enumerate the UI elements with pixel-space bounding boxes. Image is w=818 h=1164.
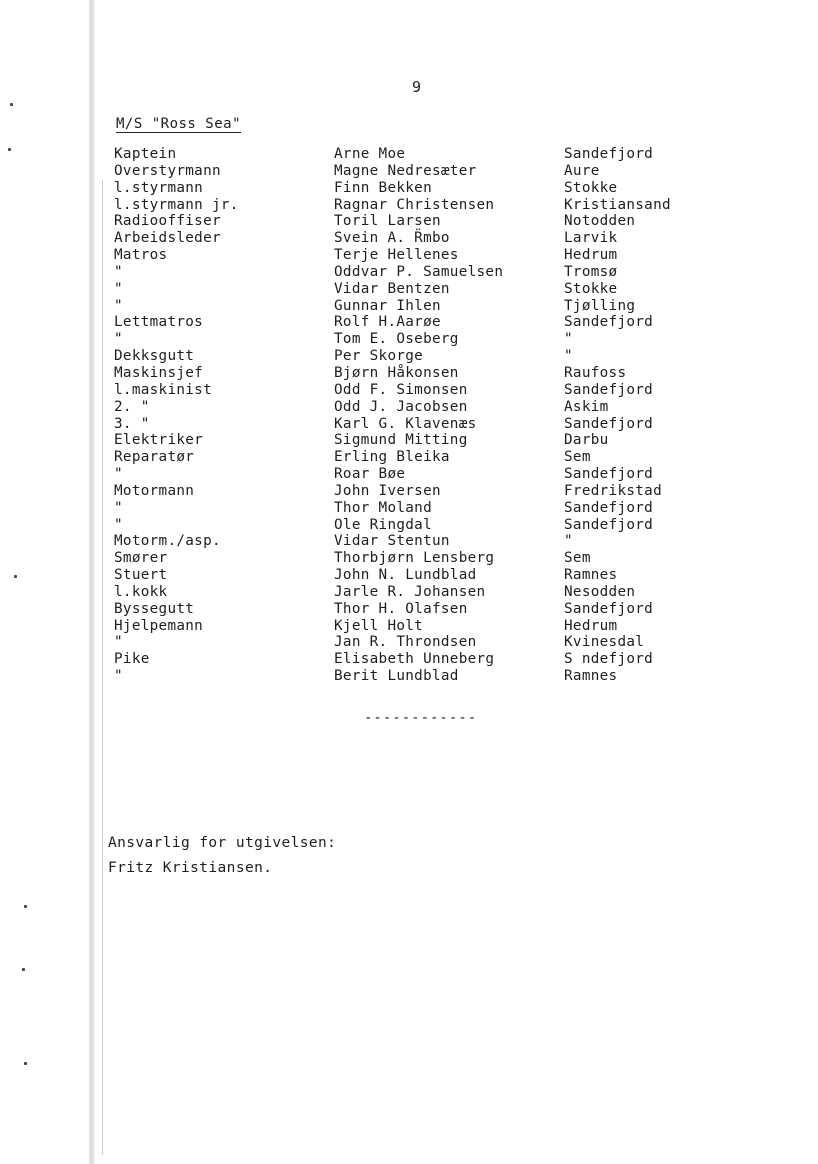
- crew-name: Bjørn Håkonsen: [334, 364, 459, 381]
- crew-name: John N. Lundblad: [334, 567, 477, 584]
- crew-place: Sandefjord: [564, 415, 654, 432]
- crew-row: [114, 197, 734, 214]
- crew-row: [114, 382, 734, 399]
- crew-row: [114, 567, 734, 584]
- crew-row: [114, 399, 734, 416]
- crew-name: Thorbjørn Lensberg: [334, 550, 495, 567]
- crew-row: [114, 348, 734, 365]
- crew-role: 3. ": [114, 415, 150, 432]
- crew-name: Erling Bleika: [334, 449, 450, 466]
- margin-line: [102, 180, 103, 1155]
- crew-row: [114, 146, 734, 163]
- crew-name: Gunnar Ihlen: [334, 297, 441, 314]
- crew-name: Odd J. Jacobsen: [334, 398, 468, 415]
- crew-place: Notodden: [564, 213, 636, 230]
- crew-role: l.maskinist: [114, 381, 212, 398]
- scan-speck: [22, 968, 25, 971]
- crew-row: [114, 634, 734, 651]
- crew-row: [114, 483, 734, 500]
- separator-line: ------------: [364, 710, 478, 726]
- crew-name: Finn Bekken: [334, 179, 432, 196]
- crew-place: Stokke: [564, 179, 618, 196]
- crew-role: Hjelpemann: [114, 617, 204, 634]
- crew-role: Motormann: [114, 482, 195, 499]
- crew-name: Roar Bøe: [334, 466, 406, 483]
- crew-place: Sandefjord: [564, 499, 654, 516]
- crew-row: [114, 618, 734, 635]
- crew-name: Svein A. R̈mbo: [334, 230, 450, 247]
- binding-edge: [88, 0, 95, 1164]
- crew-row: [114, 180, 734, 197]
- crew-row: [114, 432, 734, 449]
- crew-role: ": [114, 331, 123, 348]
- crew-row: [114, 500, 734, 517]
- crew-list: [114, 146, 734, 685]
- scan-speck: [24, 1062, 27, 1065]
- page-number: 9: [412, 78, 422, 96]
- crew-role: ": [114, 297, 123, 314]
- crew-name: Oddvar P. Samuelsen: [334, 263, 504, 280]
- crew-place: Sandefjord: [564, 600, 654, 617]
- crew-role: Lettmatros: [114, 314, 204, 331]
- crew-place: Darbu: [564, 432, 609, 449]
- crew-place: Kristiansand: [564, 196, 671, 213]
- crew-name: Per Skorge: [334, 348, 424, 365]
- crew-name: Ragnar Christensen: [334, 196, 495, 213]
- crew-name: Odd F. Simonsen: [334, 381, 468, 398]
- crew-place: Sem: [564, 449, 591, 466]
- crew-name: Rolf H.Aarøe: [334, 314, 441, 331]
- crew-place: Sandefjord: [564, 466, 654, 483]
- crew-row: [114, 230, 734, 247]
- crew-role: Stuert: [114, 567, 168, 584]
- crew-role: Elektriker: [114, 432, 204, 449]
- crew-row: [114, 365, 734, 382]
- crew-row: [114, 331, 734, 348]
- crew-place: Sandefjord: [564, 314, 654, 331]
- crew-place: Fredrikstad: [564, 482, 662, 499]
- crew-role: Reparatør: [114, 449, 195, 466]
- crew-place: Sandefjord: [564, 146, 654, 162]
- crew-place: ": [564, 331, 573, 348]
- crew-place: ": [564, 533, 573, 550]
- crew-role: Motorm./asp.: [114, 533, 221, 550]
- crew-name: Tom E. Oseberg: [334, 331, 459, 348]
- crew-row: [114, 264, 734, 281]
- crew-role: Overstyrmann: [114, 162, 221, 179]
- crew-role: Byssegutt: [114, 600, 195, 617]
- crew-name: Arne Moe: [334, 146, 406, 162]
- crew-role: l.styrmann jr.: [114, 196, 239, 213]
- crew-role: Arbeidsleder: [114, 230, 221, 247]
- crew-row: [114, 298, 734, 315]
- crew-row: [114, 601, 734, 618]
- crew-role: l.kokk: [114, 583, 168, 600]
- crew-place: Sem: [564, 550, 591, 567]
- crew-name: Berit Lundblad: [334, 668, 459, 685]
- crew-role: Pike: [114, 651, 150, 668]
- crew-place: Larvik: [564, 230, 618, 247]
- crew-name: Sigmund Mitting: [334, 432, 468, 449]
- crew-place: Ramnes: [564, 668, 618, 685]
- crew-name: Karl G. Klavenæs: [334, 415, 477, 432]
- crew-row: [114, 584, 734, 601]
- crew-name: Vidar Bentzen: [334, 280, 450, 297]
- crew-row: [114, 163, 734, 180]
- crew-place: Raufoss: [564, 364, 627, 381]
- crew-name: Kjell Holt: [334, 617, 424, 634]
- crew-row: [114, 533, 734, 550]
- crew-row: [114, 517, 734, 534]
- footer-label: Ansvarlig for utgivelsen:: [108, 835, 337, 851]
- crew-role: ": [114, 634, 123, 651]
- crew-role: l.styrmann: [114, 179, 204, 196]
- crew-name: Thor H. Olafsen: [334, 600, 468, 617]
- crew-name: Magne Nedresæter: [334, 162, 477, 179]
- crew-name: Vidar Stentun: [334, 533, 450, 550]
- crew-place: Aure: [564, 162, 600, 179]
- scan-speck: [14, 575, 17, 578]
- crew-role: Dekksgutt: [114, 348, 195, 365]
- crew-row: [114, 213, 734, 230]
- crew-place: Tjølling: [564, 297, 636, 314]
- crew-role: ": [114, 466, 123, 483]
- crew-role: ": [114, 280, 123, 297]
- crew-row: [114, 651, 734, 668]
- crew-place: Ramnes: [564, 567, 618, 584]
- crew-place: S ndefjord: [564, 651, 654, 668]
- crew-place: Tromsø: [564, 263, 618, 280]
- crew-place: Askim: [564, 398, 609, 415]
- crew-name: Jarle R. Johansen: [334, 583, 486, 600]
- crew-place: Stokke: [564, 280, 618, 297]
- crew-place: Kvinesdal: [564, 634, 645, 651]
- crew-place: Nesodden: [564, 583, 636, 600]
- crew-role: Smører: [114, 550, 168, 567]
- crew-name: Toril Larsen: [334, 213, 441, 230]
- crew-place: Hedrum: [564, 617, 618, 634]
- scan-speck: [8, 148, 11, 151]
- crew-row: [114, 416, 734, 433]
- crew-row: [114, 550, 734, 567]
- crew-name: John Iversen: [334, 482, 441, 499]
- scan-speck: [24, 905, 27, 908]
- crew-row: [114, 247, 734, 264]
- crew-name: Terje Hellenes: [334, 247, 459, 264]
- crew-row: [114, 314, 734, 331]
- crew-name: Elisabeth Unneberg: [334, 651, 495, 668]
- crew-role: Radiooffiser: [114, 213, 221, 230]
- crew-role: 2. ": [114, 398, 150, 415]
- crew-place: Sandefjord: [564, 516, 654, 533]
- scan-speck: [10, 103, 13, 106]
- crew-row: [114, 668, 734, 685]
- footer-name: Fritz Kristiansen.: [108, 860, 273, 876]
- crew-row: [114, 281, 734, 298]
- crew-role: ": [114, 263, 123, 280]
- crew-role: ": [114, 668, 123, 685]
- crew-name: Thor Moland: [334, 499, 432, 516]
- crew-place: Sandefjord: [564, 381, 654, 398]
- crew-role: Kaptein: [114, 146, 177, 162]
- crew-place: Hedrum: [564, 247, 618, 264]
- crew-row: [114, 466, 734, 483]
- crew-role: ": [114, 516, 123, 533]
- crew-role: ": [114, 499, 123, 516]
- ship-title: M/S "Ross Sea": [116, 116, 242, 132]
- crew-role: Matros: [114, 247, 168, 264]
- crew-name: Ole Ringdal: [334, 516, 432, 533]
- crew-name: Jan R. Throndsen: [334, 634, 477, 651]
- crew-place: ": [564, 348, 573, 365]
- crew-role: Maskinsjef: [114, 364, 204, 381]
- crew-row: [114, 449, 734, 466]
